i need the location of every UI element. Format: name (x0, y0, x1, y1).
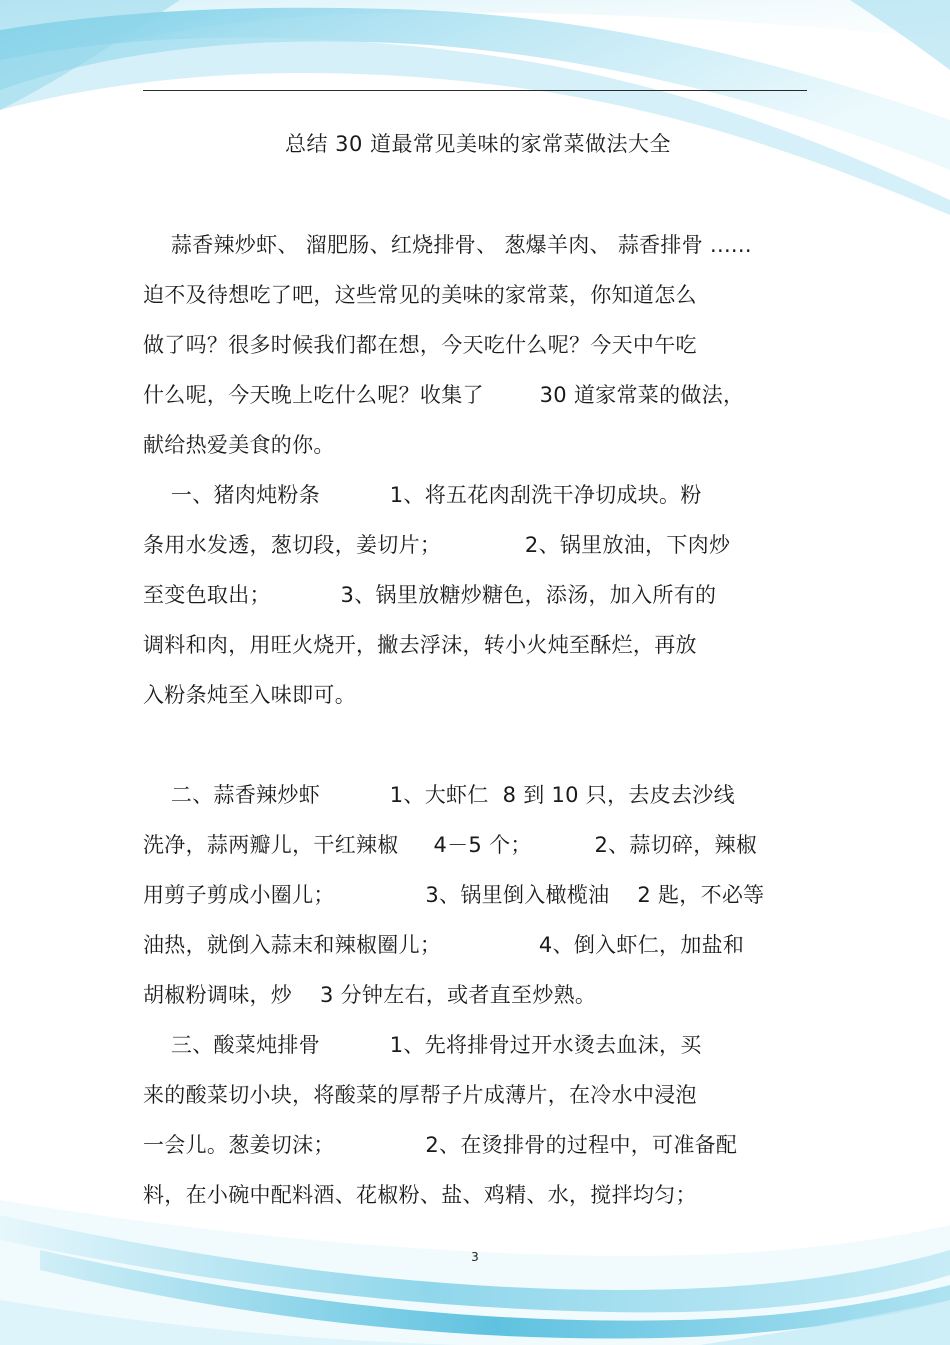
body-text-line: 一会儿。葱姜切沫； 2、在烫排骨的过程中，可准备配 (143, 1133, 738, 1157)
document-title: 总结 30 道最常见美味的家常菜做法大全 (284, 132, 672, 156)
header-rule (143, 90, 807, 91)
body-text-line: 洗净，蒜两瓣儿，干红辣椒 4－5 个； 2、蒜切碎，辣椒 (143, 833, 758, 857)
body-text-line: 做了吗？很多时候我们都在想，今天吃什么呢？今天中午吃 (143, 333, 697, 357)
body-text-line: 入粉条炖至入味即可。 (143, 683, 356, 707)
body-text-line: 二、蒜香辣炒虾 1、大虾仁 8 到 10 只，去皮去沙线 (143, 783, 735, 807)
body-text-line: 蒜香辣炒虾、 溜肥肠、红烧排骨、 葱爆羊肉、 蒜香排骨 ...... (143, 233, 752, 257)
body-text-line: 献给热爱美食的你。 (143, 433, 335, 457)
body-text-line: 至变色取出； 3、锅里放糖炒糖色，添汤，加入所有的 (143, 583, 717, 607)
page-number: 3 (471, 1250, 479, 1264)
body-text-line: 来的酸菜切小块，将酸菜的厚帮子片成薄片，在冷水中浸泡 (143, 1083, 697, 1107)
body-text-line: 三、酸菜炖排骨 1、先将排骨过开水烫去血沫，买 (143, 1033, 702, 1057)
body-text-line: 油热，就倒入蒜末和辣椒圈儿； 4、倒入虾仁，加盐和 (143, 933, 745, 957)
body-text-line: 迫不及待想吃了吧，这些常见的美味的家常菜，你知道怎么 (143, 283, 697, 307)
body-text-line: 胡椒粉调味，炒 3 分钟左右，或者直至炒熟。 (143, 983, 597, 1007)
body-text-line: 料，在小碗中配料酒、花椒粉、盐、鸡精、水，搅拌均匀； (143, 1183, 697, 1207)
body-text-line: 用剪子剪成小圈儿； 3、锅里倒入橄榄油 2 匙，不必等 (143, 883, 765, 907)
body-text-line: 一、猪肉炖粉条 1、将五花肉刮洗干净切成块。粉 (143, 483, 702, 507)
body-text-line: 条用水发透，葱切段，姜切片； 2、锅里放油，下肉炒 (143, 533, 731, 557)
body-text-line: 调料和肉，用旺火烧开，撇去浮沫，转小火炖至酥烂，再放 (143, 633, 697, 657)
body-text-line: 什么呢，今天晚上吃什么呢？收集了 30 道家常菜的做法， (143, 383, 745, 407)
